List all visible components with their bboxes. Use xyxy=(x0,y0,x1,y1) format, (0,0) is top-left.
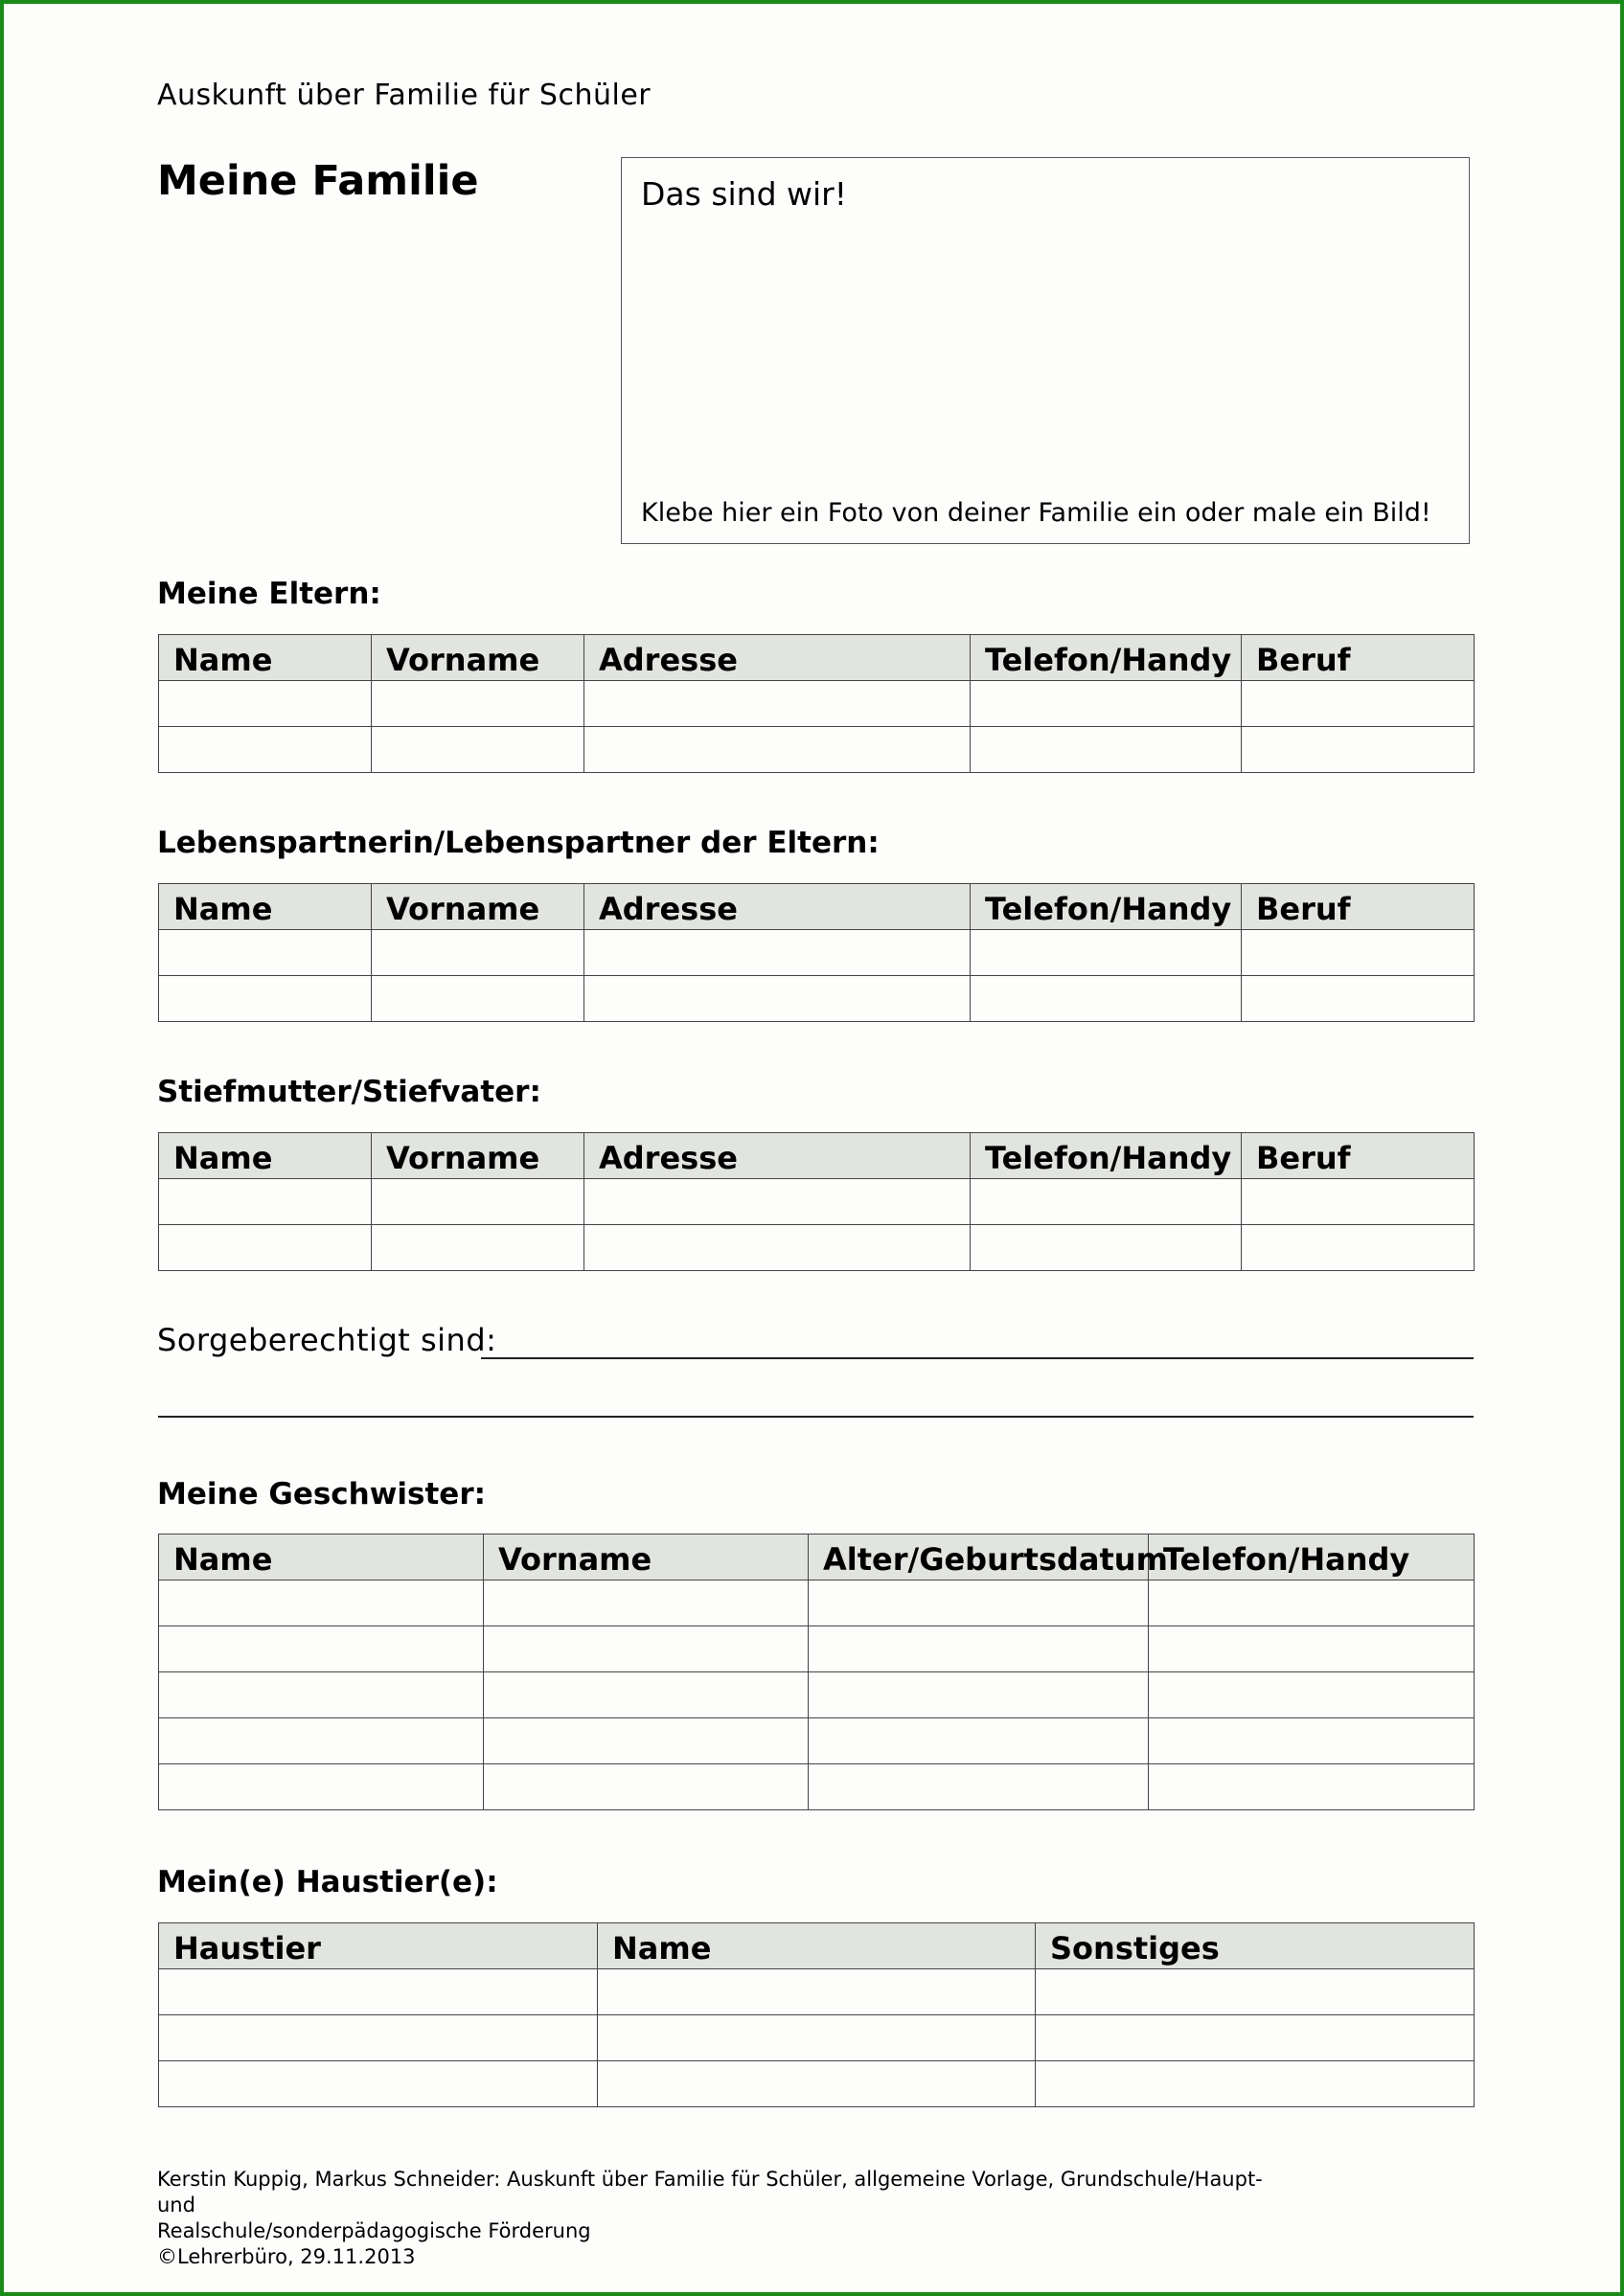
table-header-row xyxy=(159,635,1475,681)
table-row xyxy=(159,2015,1475,2061)
table-cell[interactable] xyxy=(484,1718,809,1764)
table-cell[interactable] xyxy=(1242,681,1475,727)
table-cell[interactable] xyxy=(598,1969,1036,2015)
table-cell[interactable] xyxy=(809,1672,1149,1718)
table-cell[interactable] xyxy=(159,2061,598,2107)
table-cell[interactable] xyxy=(484,1672,809,1718)
table-header-row xyxy=(159,1133,1475,1179)
table-cell[interactable] xyxy=(584,727,971,773)
pets-table xyxy=(158,1922,1475,2107)
table-cell[interactable] xyxy=(971,727,1242,773)
photo-box[interactable] xyxy=(621,157,1470,544)
footer-copyright: ©Lehrerbüro, 29.11.2013 xyxy=(157,2245,416,2268)
footer-line: Kerstin Kuppig, Markus Schneider: Auskunft über Familie für Schüler, allgemeine Vorlage, Grundschule/Haupt- und xyxy=(157,2168,1263,2216)
table-cell[interactable] xyxy=(1149,1580,1475,1626)
table-cell[interactable] xyxy=(372,930,584,976)
table-row xyxy=(159,1718,1475,1764)
table-cell[interactable] xyxy=(971,681,1242,727)
custody-input-line-1[interactable] xyxy=(481,1357,1474,1359)
column-header-telefon: Telefon/Handy xyxy=(971,884,1242,930)
table-cell[interactable] xyxy=(159,681,372,727)
table-row xyxy=(159,681,1475,727)
table-cell[interactable] xyxy=(584,1225,971,1271)
table-cell[interactable] xyxy=(584,930,971,976)
table-row xyxy=(159,2061,1475,2107)
table-header-row xyxy=(159,884,1475,930)
partners-table xyxy=(158,883,1475,1022)
column-header-adresse: Adresse xyxy=(584,635,971,681)
table-cell[interactable] xyxy=(1149,1672,1475,1718)
custody-label: Sorgeberechtigt sind: xyxy=(157,1322,497,1358)
table-cell[interactable] xyxy=(372,976,584,1022)
column-header-alter: Alter/Geburtsdatum xyxy=(809,1534,1149,1580)
table-cell[interactable] xyxy=(584,681,971,727)
table-row xyxy=(159,930,1475,976)
table-row xyxy=(159,1764,1475,1810)
table-cell[interactable] xyxy=(159,1718,484,1764)
table-cell[interactable] xyxy=(809,1764,1149,1810)
table-cell[interactable] xyxy=(159,1764,484,1810)
table-cell[interactable] xyxy=(372,727,584,773)
column-header-beruf: Beruf xyxy=(1242,635,1475,681)
table-cell[interactable] xyxy=(372,681,584,727)
table-cell[interactable] xyxy=(1149,1764,1475,1810)
table-cell[interactable] xyxy=(484,1764,809,1810)
table-cell[interactable] xyxy=(1149,1626,1475,1672)
column-header-sonstiges: Sonstiges xyxy=(1036,1923,1475,1969)
table-cell[interactable] xyxy=(159,1626,484,1672)
siblings-table xyxy=(158,1534,1475,1810)
table-cell[interactable] xyxy=(1242,930,1475,976)
table-cell[interactable] xyxy=(1242,1179,1475,1225)
column-header-name: Name xyxy=(159,635,372,681)
photo-box-heading: Das sind wir! xyxy=(641,175,847,213)
column-header-adresse: Adresse xyxy=(584,1133,971,1179)
table-row xyxy=(159,1626,1475,1672)
column-header-vorname: Vorname xyxy=(372,635,584,681)
table-cell[interactable] xyxy=(159,1969,598,2015)
table-cell[interactable] xyxy=(159,1580,484,1626)
document-subtitle: Auskunft über Familie für Schüler xyxy=(157,79,652,112)
table-cell[interactable] xyxy=(1036,2061,1475,2107)
table-row xyxy=(159,1969,1475,2015)
table-row xyxy=(159,1580,1475,1626)
table-cell[interactable] xyxy=(484,1580,809,1626)
stepparents-table xyxy=(158,1132,1475,1271)
column-header-name: Name xyxy=(598,1923,1036,1969)
column-header-name: Name xyxy=(159,1133,372,1179)
table-cell[interactable] xyxy=(1242,1225,1475,1271)
column-header-vorname: Vorname xyxy=(372,1133,584,1179)
table-cell[interactable] xyxy=(809,1626,1149,1672)
table-row xyxy=(159,1672,1475,1718)
table-cell[interactable] xyxy=(159,930,372,976)
table-cell[interactable] xyxy=(484,1626,809,1672)
table-cell[interactable] xyxy=(971,1225,1242,1271)
table-cell[interactable] xyxy=(971,930,1242,976)
table-cell[interactable] xyxy=(159,1179,372,1225)
table-cell[interactable] xyxy=(1036,2015,1475,2061)
table-row xyxy=(159,1179,1475,1225)
table-cell[interactable] xyxy=(1036,1969,1475,2015)
table-cell[interactable] xyxy=(372,1179,584,1225)
table-cell[interactable] xyxy=(372,1225,584,1271)
stepparents-heading: Stiefmutter/Stiefvater: xyxy=(157,1075,541,1109)
table-row xyxy=(159,727,1475,773)
table-cell[interactable] xyxy=(809,1580,1149,1626)
column-header-haustier: Haustier xyxy=(159,1923,598,1969)
column-header-name: Name xyxy=(159,1534,484,1580)
table-cell[interactable] xyxy=(159,1672,484,1718)
table-row xyxy=(159,976,1475,1022)
siblings-heading: Meine Geschwister: xyxy=(157,1477,486,1512)
table-cell[interactable] xyxy=(598,2015,1036,2061)
table-cell[interactable] xyxy=(584,976,971,1022)
photo-box-hint: Klebe hier ein Foto von deiner Familie ein oder male ein Bild! xyxy=(641,498,1431,528)
column-header-name: Name xyxy=(159,884,372,930)
column-header-beruf: Beruf xyxy=(1242,1133,1475,1179)
column-header-beruf: Beruf xyxy=(1242,884,1475,930)
footer xyxy=(157,2167,1307,2270)
table-cell[interactable] xyxy=(971,1179,1242,1225)
table-cell[interactable] xyxy=(159,727,372,773)
table-cell[interactable] xyxy=(584,1179,971,1225)
pets-heading: Mein(e) Haustier(e): xyxy=(157,1865,498,1899)
table-cell[interactable] xyxy=(598,2061,1036,2107)
table-cell[interactable] xyxy=(971,976,1242,1022)
table-cell[interactable] xyxy=(159,976,372,1022)
column-header-telefon: Telefon/Handy xyxy=(971,635,1242,681)
table-cell[interactable] xyxy=(809,1718,1149,1764)
page-title: Meine Familie xyxy=(157,157,479,205)
table-header-row xyxy=(159,1534,1475,1580)
table-header-row xyxy=(159,1923,1475,1969)
custody-input-line-2[interactable] xyxy=(158,1416,1474,1418)
parents-table xyxy=(158,634,1475,773)
column-header-vorname: Vorname xyxy=(372,884,584,930)
table-cell[interactable] xyxy=(1242,727,1475,773)
table-cell[interactable] xyxy=(159,2015,598,2061)
table-cell[interactable] xyxy=(1242,976,1475,1022)
column-header-telefon: Telefon/Handy xyxy=(971,1133,1242,1179)
column-header-telefon: Telefon/Handy xyxy=(1149,1534,1475,1580)
column-header-vorname: Vorname xyxy=(484,1534,809,1580)
table-cell[interactable] xyxy=(159,1225,372,1271)
footer-line: Realschule/sonderpädagogische Förderung xyxy=(157,2219,591,2242)
column-header-adresse: Adresse xyxy=(584,884,971,930)
table-cell[interactable] xyxy=(1149,1718,1475,1764)
parents-heading: Meine Eltern: xyxy=(157,577,381,611)
partners-heading: Lebenspartnerin/Lebenspartner der Eltern: xyxy=(157,826,880,860)
table-row xyxy=(159,1225,1475,1271)
